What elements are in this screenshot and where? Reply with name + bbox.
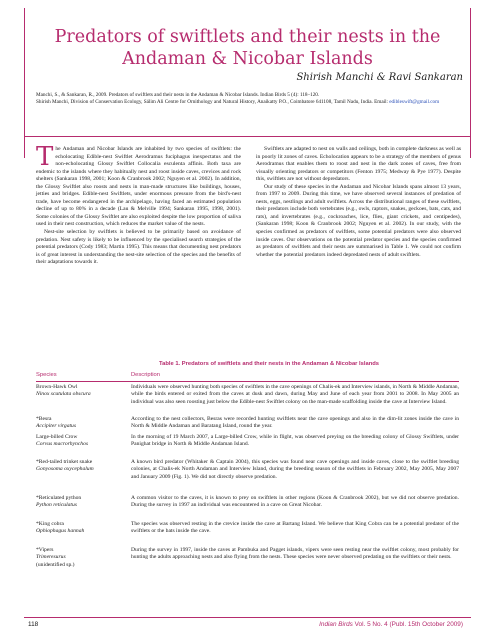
species-common-name: *Reticulated python (36, 495, 82, 501)
body-column-left (36, 142, 241, 267)
species-common-name: Large-billed Crow (36, 434, 78, 440)
species-latin-name: Python reticulatus (36, 502, 77, 509)
species-cell (36, 459, 128, 474)
drop-cap: T (36, 142, 54, 172)
paragraph: Swiftlets are adapted to nest on walls and ceilings, both in complete darkness as well as in poorly lit zones of caves. Echolocation appears to be a strategy of the members of genus Aerodramus that enables them to roost and nest in the dark zones of caves, free from visually orienting predators or competitors (Fenton 1975; Medway & Pye 1977). Despite this, swiftlets are not without depredators. (256, 146, 461, 183)
article-title: Predators of swiftlets and their nests in the Andaman & Nicobar Islands (54, 27, 441, 69)
issue-info: Vol. 5 No. 4 (Publ. 15th October 2009) (354, 621, 463, 628)
paragraph: Our study of these species in the Andaman and Nicobar Islands spans almost 13 years, from 1997 to 2009. During this time, we have observed several instances of predation of nests, eggs, nestlings and adult swiftlets. Across the distributional ranges of these swiftlets, their predators include both vertebrates (e.g., owls, raptors, snakes, geckoes, bats, cats, and rats), and invertebrates (e.g., cockroaches, lice, flies, giant crickets, and centipedes), (Sankaran 1998; Koon & Cranbrook 2002; Nguyen et al. 2002). In our study, with the species confirmed as predators of swiftlets, some potential predators were also observed inside caves. Our observations on the potential predator species and the species confirmed as predators of swiftlets and their nests are summarised in Table 1. We could not confirm whether the potential predators indeed depredated nests of adult swiftlets. (256, 183, 461, 258)
species-cell (36, 547, 128, 569)
species-common-name: *King cobra (36, 521, 64, 527)
affiliation-text: Shirish Manchi, Division of Conservation Ecology, Sálim Ali Centre for Ornithology and Natural History, Anaikatty P.O., Coimbatore 641108, Tamil Nadu, India. Email: (36, 99, 388, 106)
paragraph: Nest-site selection by swiftlets is believed to be primarily based on avoidance of predation. Nest safety is likely to be influenced by the specialised search strategies of the potential predators (Cody 1983; Martin 1995). This means that documenting nest predators is of great interest in understanding the nest-site selection of the species and the benefits of their adaptations towards it. (36, 229, 241, 266)
page-number: 118 (28, 621, 39, 628)
species-latin-name: Trimeresurus (36, 554, 66, 561)
paragraph (36, 142, 241, 229)
description-cell: A common visitor to the caves, it is known to prey on swiftlets in other regions (Koon & Cranbrook 2002), but we did not observe predation. During the survey in 1997 an individual was encountered in a cave on Great Nicobar. (131, 495, 459, 509)
species-common-name: *Besra (36, 416, 52, 422)
description-cell: According to the nest collectors, Besras were recorded hunting swiftlets near the cave openings and also in the dim-lit zones inside the cave in North & Middle Andaman and Baratang Island, round the year. (131, 416, 459, 430)
species-latin-name: Gonyosoma oxycephalum (36, 466, 94, 473)
table-header-rule (36, 381, 459, 382)
species-cell (36, 521, 128, 536)
table-header-description: Description (131, 372, 160, 378)
species-latin-name: Corvus macrorhynchos (36, 441, 89, 448)
journal-name: Indian Birds (319, 621, 353, 628)
description-cell: Individuals were observed hunting both species of swiftlets in the cave openings of Chalis-ek and Interview islands, in North & Middle Andaman, while the birds entered or exited from the caves at dusk and dawn, during May and June of each year from 2001 to 2008. In May 2005 an individual was also seen roosting just below the Edible-nest Swiftlet colony on the man-made scaffolding inside the cave at Interview Island. (131, 384, 459, 405)
species-cell (36, 416, 128, 431)
footer-rule (24, 617, 471, 618)
species-latin-name: Accipiter virgatus (36, 423, 77, 430)
paragraph-text: he Andaman and Nicobar Islands are inhabited by two species of swiftlets: the echolocating Edible-nest Swiftlet Aerodramus fuciphagus inexpectatus and the non-echolocating Glossy Swiftlet Collocalia esculenta affinis. Both taxa are endemic to the islands where they habitually nest and roost inside caves, crevices and rock shelters (Sankaran 1998, 2001; Koon & Cranbrook 2002; Nguyen et al. 2002). In addition, the Glossy Swiftlet also roosts and nests in man-made structures like buildings, houses, jetties and bridges. Edible-nest Swiftlets, under enormous pressure from the bird's-nest trade, have become endangered in the archipelago, having faced an estimated population decline of up to 80% in a decade (Lau & Melville 1994; Sankaran 1995, 1998, 2001). Some colonies of the Glossy Swiftlet are also exploited despite the low proportion of saliva used in their nest construction, which reduces the market value of the nests. (36, 146, 241, 228)
species-cell (36, 384, 128, 399)
journal-issue (319, 621, 463, 628)
description-cell: In the morning of 19 March 2007, a Large-billed Crow, while in flight, was observed preying on the breeding colony of Glossy Swiftlets, under Panighat bridge in North & Middle Andaman Island. (131, 434, 459, 448)
body-column-right (256, 146, 461, 259)
species-cell (36, 495, 128, 510)
species-common-name: *Red-tailed trinket snake (36, 459, 93, 465)
species-common-name: *Vipers (36, 547, 54, 553)
species-note: (unidentified sp.) (36, 561, 75, 568)
header-divider (24, 136, 471, 137)
description-cell: The species was observed resting in the crevice inside the cave at Bartang Island. We believe that King Cobra can be a potential predator of the swiftlets or the bats inside the cave. (131, 521, 459, 535)
table-title: Table 1. Predators of swiftlets and their nests in the Andaman & Nicobar Islands (159, 361, 380, 367)
email-link[interactable]: edibleswift@gmail.com (389, 99, 440, 106)
author-affiliation (36, 99, 456, 106)
table-header-species: Species (36, 372, 57, 378)
description-cell: A known bird predator (Whitaker & Captain 2004), this species was found near cave openings and inside caves, close to the swiftlet breeding colonies, at Chalis-ek North Andaman and Interview Island, during the breeding season of the swiftlets in February 2002, May 2005, May 2007 and January 2009 (Fig. 1). We did not directly observe predation. (131, 459, 459, 480)
article-authors: Shirish Manchi & Ravi Sankaran (296, 72, 463, 83)
citation-reference: Manchi, S., & Sankaran, R., 2009. Predators of swiftlets and their nests in the Andaman & Nicobar Islands. Indian Birds 5 (4): 118–120. (36, 92, 320, 98)
species-latin-name: Ninox scutulata obscura (36, 391, 91, 398)
citation-block (36, 92, 456, 107)
description-cell: During the survey in 1997, inside the caves at Pambuka and Pagget islands, vipers were seen resting near the swiftlet colony, most probably for hunting the adults approaching nests and also flying from the nests. These species were never observed predating on the swiftlets or their nests. (131, 547, 459, 561)
species-common-name: Brown-Hawk Owl (36, 384, 78, 390)
species-latin-name: Ophiophagus hannah (36, 528, 85, 535)
species-cell (36, 434, 128, 449)
